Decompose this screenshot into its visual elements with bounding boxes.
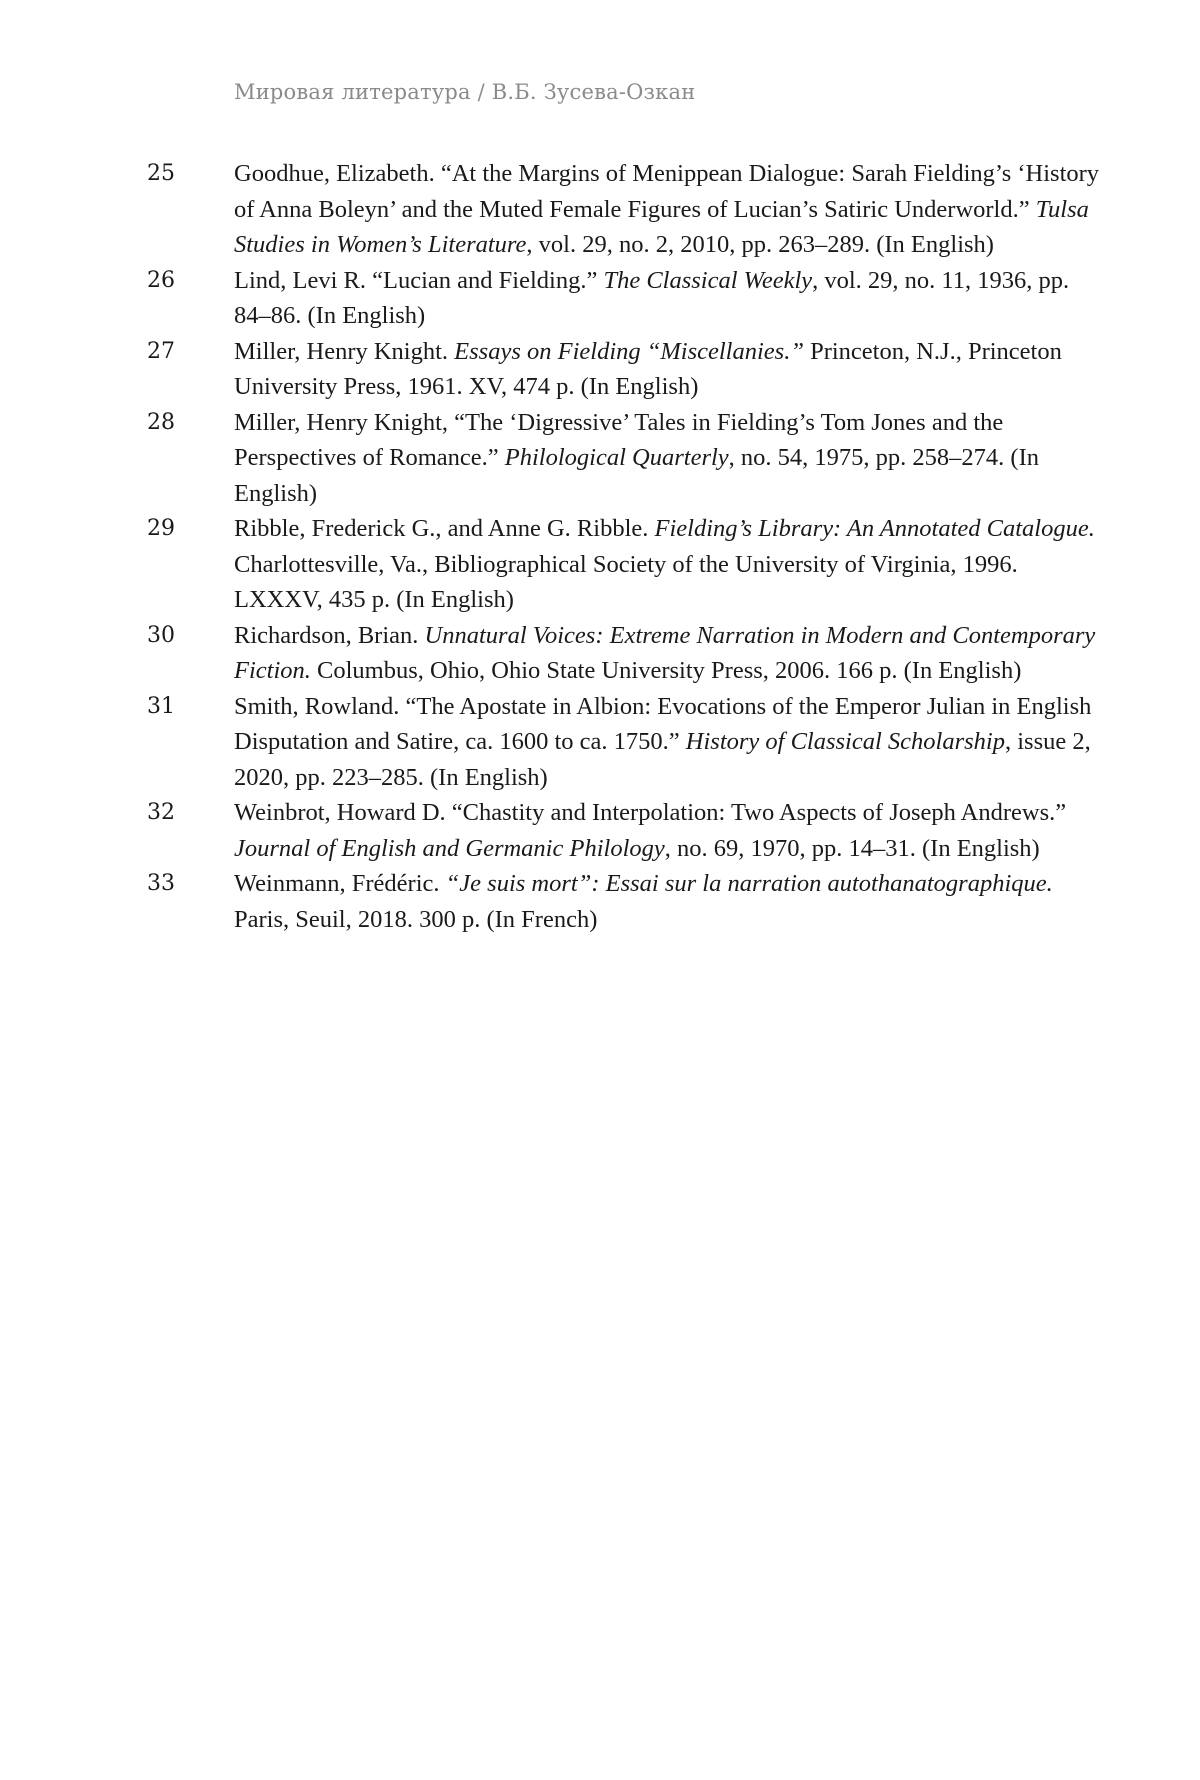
reference-text-segment: , issue 2, 2020, pp. 223–285. (In English)	[234, 728, 1091, 791]
reference-text	[234, 334, 1102, 405]
reference-text-segment: Weinmann, Frédéric.	[234, 870, 446, 897]
reference-text-segment: Columbus, Ohio, Ohio State University Press, 2006. 166 p. (In English)	[310, 657, 1022, 684]
reference-title-italic: The Classical Weekly	[603, 266, 813, 294]
reference-number: 25	[147, 161, 175, 186]
reference-text	[234, 511, 1102, 618]
reference-text-segment: Goodhue, Elizabeth. “At the Margins of Menippean Dialogue: Sarah Fielding’s ‘History of Anna Boleyn’ and the Muted Female Figures of Lucian’s Satiric Underworld.”	[234, 160, 1100, 223]
reference-item	[0, 405, 1200, 512]
reference-number: 26	[147, 267, 175, 293]
reference-text-segment: , no. 69, 1970, pp. 14–31. (In English)	[664, 834, 1040, 862]
reference-text	[234, 866, 1102, 937]
reference-text	[234, 156, 1102, 263]
reference-text-segment: Miller, Henry Knight, “The ‘Digressive’ Tales in Fielding’s Tom Jones and the Perspectives of Romance.”	[234, 408, 1004, 471]
reference-text-segment: Miller, Henry Knight.	[234, 337, 455, 365]
reference-title-italic: Philological Quarterly	[504, 444, 729, 471]
reference-number: 31	[147, 693, 175, 719]
reference-number: 33	[147, 871, 175, 896]
reference-title-italic: History of Classical Scholarship	[685, 728, 1005, 755]
reference-item	[0, 618, 1200, 689]
reference-text-segment: , no. 54, 1975, pp. 258–274. (In English)	[234, 444, 1039, 507]
reference-text	[234, 795, 1102, 866]
reference-item	[0, 866, 1200, 937]
reference-text-segment: Weinbrot, Howard D. “Chastity and Interpolation: Two Aspects of Joseph Andrews.”	[234, 799, 1067, 826]
reference-number: 28	[147, 409, 175, 435]
reference-number: 29	[147, 516, 175, 541]
reference-item	[0, 156, 1200, 263]
reference-text	[234, 618, 1102, 689]
reference-text	[234, 263, 1102, 334]
reference-text	[234, 689, 1102, 796]
reference-title-italic: “Je suis mort”: Essai sur la narration autothanatographique.	[445, 870, 1053, 897]
reference-item	[0, 263, 1200, 334]
reference-text-segment: Paris, Seuil, 2018. 300 p. (In French)	[234, 905, 598, 933]
reference-title-italic: Unnatural Voices: Extreme Narration in Modern and Contemporary Fiction.	[234, 621, 1096, 684]
reference-item	[0, 334, 1200, 405]
reference-item	[0, 689, 1200, 796]
reference-text-segment: Lind, Levi R. “Lucian and Fielding.”	[234, 266, 604, 294]
reference-text-segment: Smith, Rowland. “The Apostate in Albion: Evocations of the Emperor Julian in English Disputation and Satire, ca. 1600 to ca. 1750.”	[234, 692, 1092, 755]
reference-text-segment: , vol. 29, no. 11, 1936, pp. 84–86. (In English)	[234, 266, 1070, 329]
reference-item	[0, 795, 1200, 866]
reference-text-segment: Ribble, Frederick G., and Anne G. Ribble.	[234, 515, 655, 542]
reference-text-segment: Charlottesville, Va., Bibliographical Society of the University of Virginia, 1996. LXXXV, 435 p. (In English)	[234, 550, 1018, 613]
reference-text	[234, 405, 1102, 512]
reference-title-italic: Journal of English and Germanic Philology	[234, 834, 665, 862]
reference-text-segment: Princeton, N.J., Princeton University Press, 1961. XV, 474 p. (In English)	[234, 337, 1062, 400]
reference-title-italic: Fielding’s Library: An Annotated Catalogue.	[654, 515, 1095, 542]
reference-text-segment: Richardson, Brian.	[234, 621, 425, 649]
reference-title-italic: Tulsa Studies in Women’s Literature	[234, 195, 1089, 258]
reference-title-italic: Essays on Fielding “Miscellanies.”	[454, 337, 804, 365]
reference-text-segment: , vol. 29, no. 2, 2010, pp. 263–289. (In English)	[526, 231, 994, 258]
reference-number: 32	[147, 800, 175, 825]
reference-number: 30	[147, 622, 175, 648]
reference-item	[0, 511, 1200, 618]
reference-list	[0, 156, 1200, 937]
reference-number: 27	[147, 338, 175, 364]
running-header: Мировая литература / В.Б. Зусева-Озкан	[234, 80, 696, 104]
